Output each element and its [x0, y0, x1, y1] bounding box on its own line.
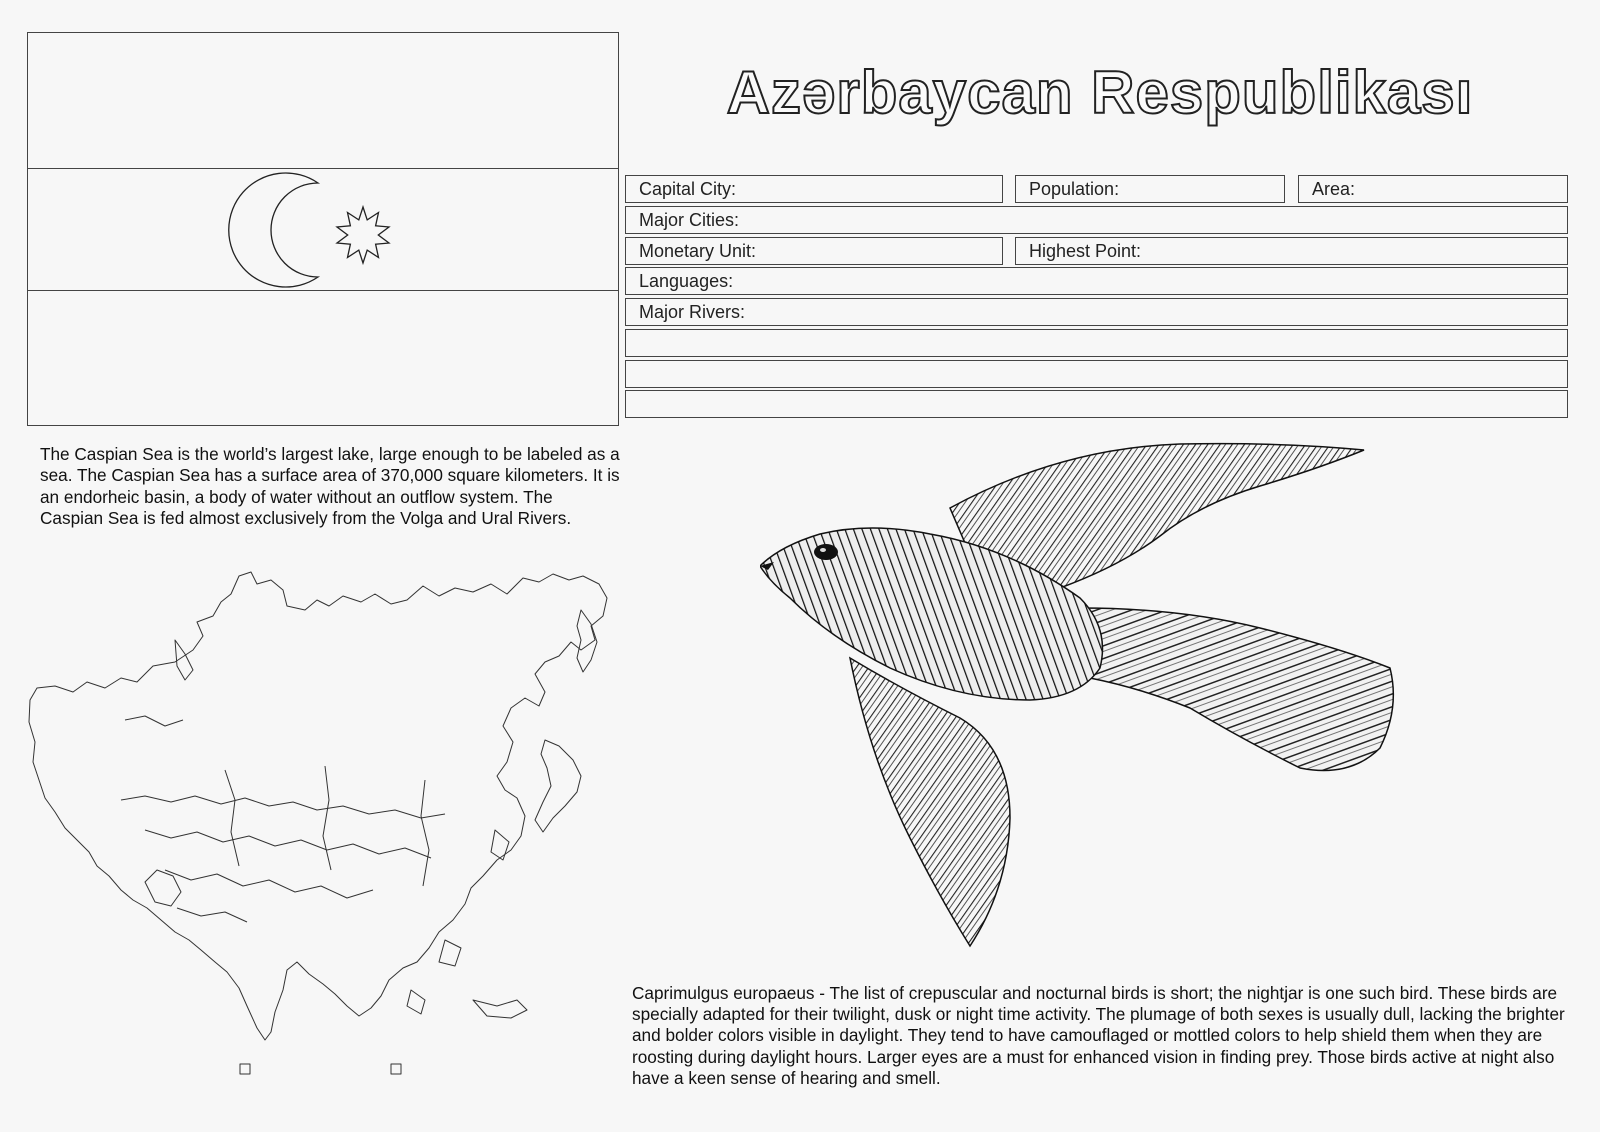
major-rivers-field[interactable]: [625, 298, 1568, 326]
languages-label: Languages:: [639, 271, 734, 291]
blank-line-3[interactable]: [625, 390, 1568, 418]
blank-line-2[interactable]: [625, 360, 1568, 388]
area-label: Area:: [1312, 179, 1356, 199]
highest-point-field[interactable]: [1015, 237, 1568, 265]
flag-top-stripe: [28, 33, 618, 169]
caspian-sea-paragraph: The Caspian Sea is the world’s largest lake, large enough to be labeled as a sea. The Caspian Sea has a surface area of 370,000 square kilometers. It is an endorheic basin, a body of water without an outflow system. The Caspian Sea is fed almost exclusively from the Volga and Ural Rivers.: [40, 444, 620, 529]
nightjar-icon: [760, 438, 1420, 958]
capital-city-field[interactable]: [625, 175, 1003, 203]
languages-field[interactable]: [625, 267, 1568, 295]
monetary-unit-field[interactable]: [625, 237, 1003, 265]
capital-city-label: Capital City:: [639, 179, 737, 199]
blank-line-1[interactable]: [625, 329, 1568, 357]
population-label: Population:: [1029, 179, 1120, 199]
major-cities-label: Major Cities:: [639, 210, 740, 230]
major-rivers-label: Major Rivers:: [639, 302, 746, 322]
crescent-star-icon: [28, 169, 618, 291]
nightjar-paragraph: Caprimulgus europaeus - The list of crepuscular and nocturnal birds is short; the nightjar is one such bird. These birds are specially adapted for their twilight, dusk or night time activity. The plumage of both sexes is usually dull, lacking the brighter and bolder colors visible in daylight. They tend to have camouflaged or mottled colors to help shield them when they are roosting during daylight hours. Larger eyes are a must for enhanced vision in finding prey. Those birds active at night also have a keen sense of hearing and smell.: [632, 983, 1565, 1088]
area-field[interactable]: [1298, 175, 1568, 203]
flag-bottom-stripe: [28, 291, 618, 425]
major-cities-field[interactable]: [625, 206, 1568, 234]
azerbaijan-flag: [27, 32, 619, 426]
monetary-unit-label: Monetary Unit:: [639, 241, 757, 261]
population-field[interactable]: [1015, 175, 1285, 203]
asia-map-icon: [25, 570, 625, 1100]
highest-point-label: Highest Point:: [1029, 241, 1142, 261]
page-title: Azərbaycan Respublikası: [726, 59, 1474, 126]
